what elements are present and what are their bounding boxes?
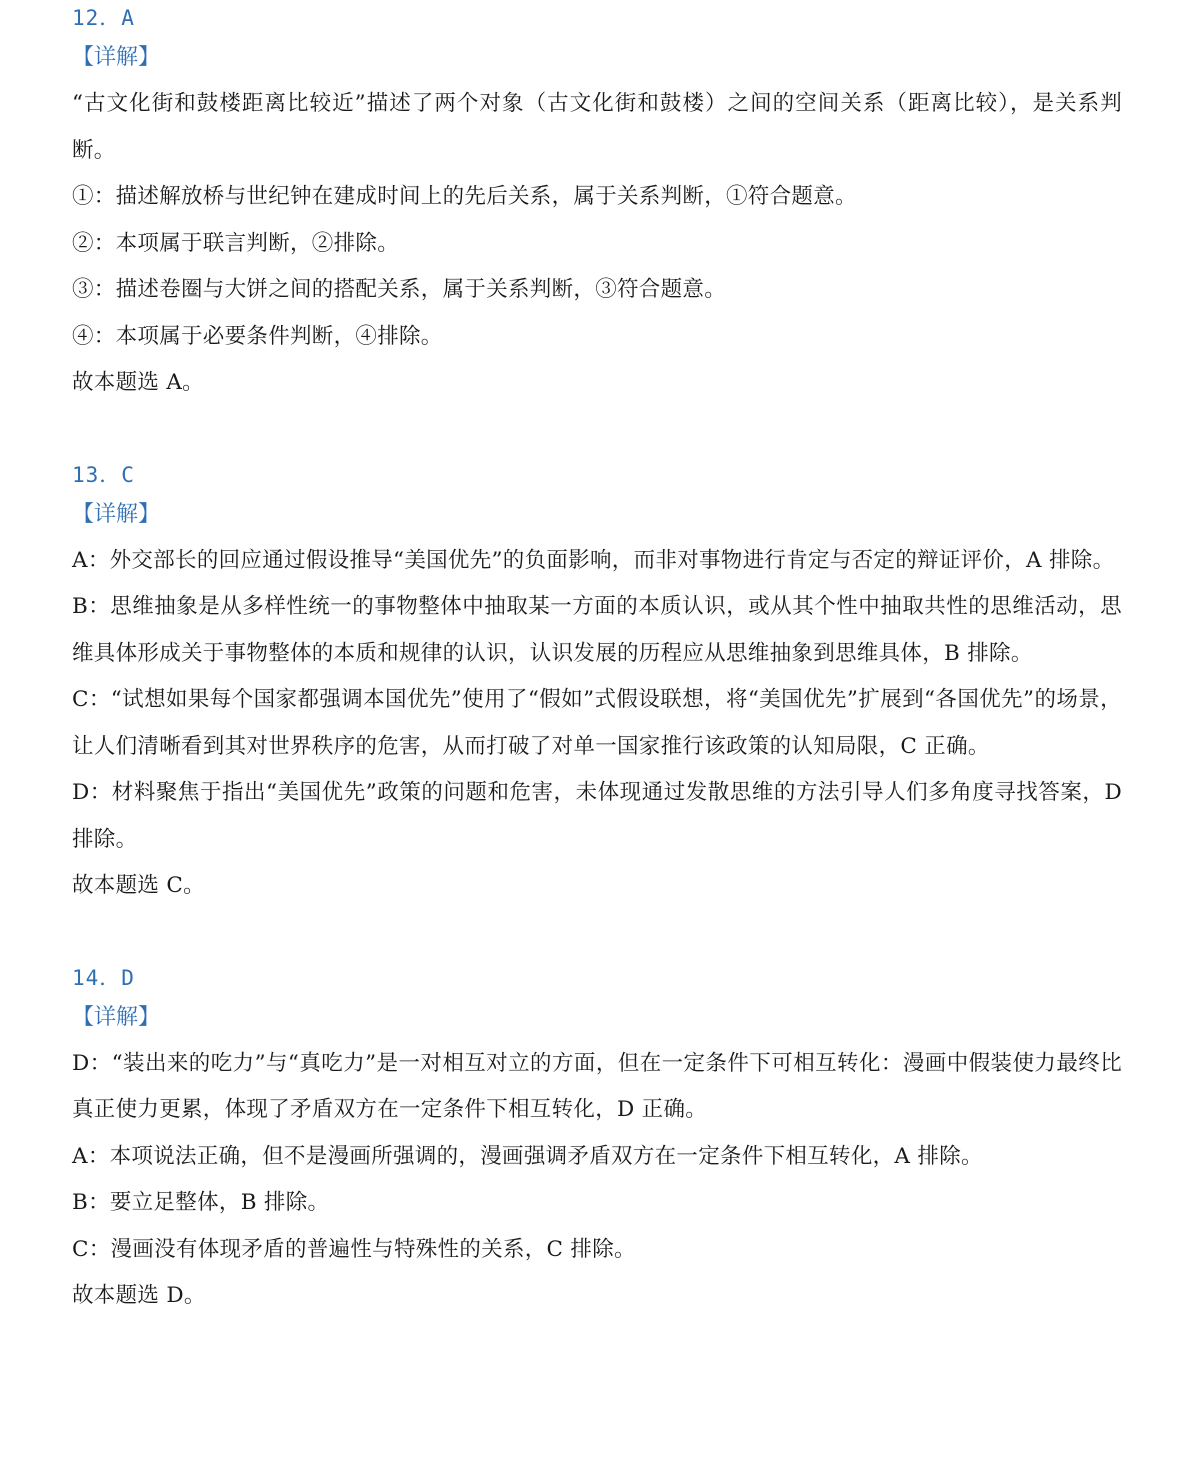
explanation-paragraph: ②：本项属于联言判断，②排除。 xyxy=(72,230,400,256)
explanation-paragraph: A：本项说法正确，但不是漫画所强调的，漫画强调矛盾双方在一定条件下相互转化，A 排除。 xyxy=(72,1143,983,1169)
section-spacer xyxy=(72,407,1122,457)
question-number: 12．A xyxy=(72,6,135,30)
explanation-paragraph: B：要立足整体，B 排除。 xyxy=(72,1190,330,1215)
conclusion-paragraph: 故本题选 C。 xyxy=(72,873,205,898)
document-page xyxy=(72,0,1122,1320)
detail-label: 【详解】 xyxy=(72,501,161,527)
conclusion-paragraph: 故本题选 A。 xyxy=(72,370,204,395)
explanation-paragraph: D：材料聚焦于指出“美国优先”政策的问题和危害，未体现通过发散思维的方法引导人们多角度寻找答案，D 排除。 xyxy=(72,780,1122,852)
answer-section-13 xyxy=(72,458,1122,910)
answer-section-14 xyxy=(72,961,1122,1320)
explanation-paragraph: ③：描述卷圈与大饼之间的搭配关系，属于关系判断，③符合题意。 xyxy=(72,277,727,302)
question-number: 14．D xyxy=(72,965,135,990)
explanation-paragraph: C：“试想如果每个国家都强调本国优先”使用了“假如”式假设联想，将“美国优先”扩展到“各国优先”的场景，让人们清晰看到其对世界秩序的危害，从而打破了对单一国家推行该政策的认知局限，C 正确。 xyxy=(72,687,1122,759)
conclusion-paragraph: 故本题选 D。 xyxy=(72,1283,206,1308)
question-number: 13．C xyxy=(72,462,135,487)
section-spacer xyxy=(72,910,1122,960)
explanation-paragraph: “古文化街和鼓楼距离比较近”描述了两个对象（古文化街和鼓楼）之间的空间关系（距离比较），是关系判断。 xyxy=(72,91,1122,163)
explanation-paragraph: D：“装出来的吃力”与“真吃力”是一对相互对立的方面，但在一定条件下可相互转化：漫画中假装使力最终比真正使力更累，体现了矛盾双方在一定条件下相互转化，D 正确。 xyxy=(72,1050,1122,1122)
answer-section-12 xyxy=(72,1,1122,407)
explanation-paragraph: ④：本项属于必要条件判断，④排除。 xyxy=(72,323,443,349)
explanation-paragraph: C：漫画没有体现矛盾的普遍性与特殊性的关系，C 排除。 xyxy=(72,1236,636,1262)
explanation-paragraph: ①：描述解放桥与世纪钟在建成时间上的先后关系，属于关系判断，①符合题意。 xyxy=(72,184,857,209)
explanation-paragraph: A：外交部长的回应通过假设推导“美国优先”的负面影响，而非对事物进行肯定与否定的辩证评价，A 排除。 xyxy=(72,547,1115,573)
detail-label: 【详解】 xyxy=(72,1004,161,1030)
detail-label: 【详解】 xyxy=(72,45,161,70)
explanation-paragraph: B：思维抽象是从多样性统一的事物整体中抽取某一方面的本质认识，或从其个性中抽取共性的思维活动，思维具体形成关于事物整体的本质和规律的认识，认识发展的历程应从思维抽象到思维具体，B 排除。 xyxy=(72,594,1122,666)
